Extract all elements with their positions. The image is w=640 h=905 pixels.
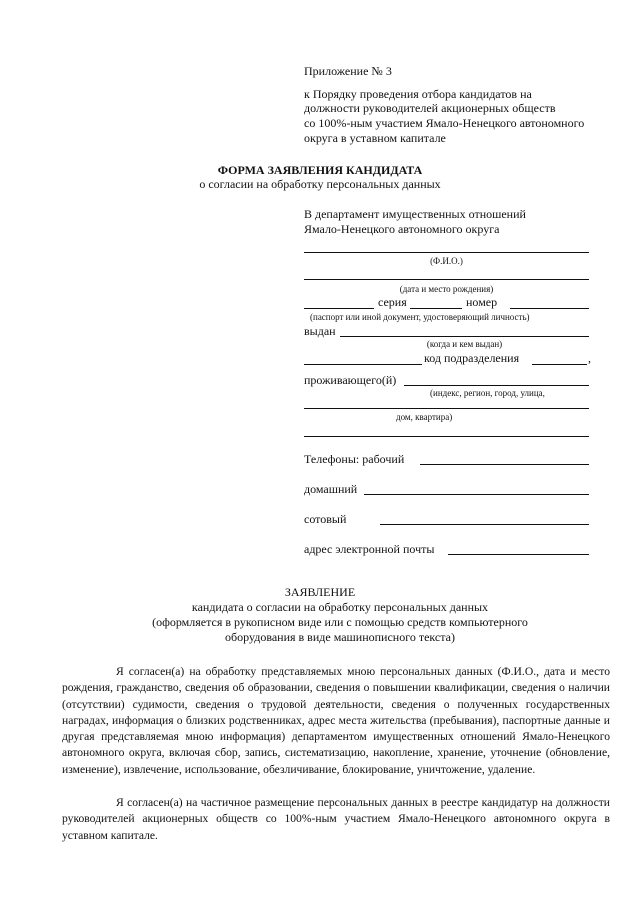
phone-mobile-line[interactable] xyxy=(380,524,589,525)
phone-mobile-label: сотовый xyxy=(304,512,347,526)
statement-line: (оформляется в рукописном виде или с помощью средств компьютерного xyxy=(152,615,528,629)
number-label: номер xyxy=(466,295,498,309)
addressee-line: Ямало-Ненецкого автономного округа xyxy=(304,222,500,236)
appendix-ref-line: округа в уставном капитале xyxy=(304,131,446,145)
passport-doc-line[interactable] xyxy=(304,308,374,309)
statement-paragraph-text: Я согласен(а) на частичное размещение персональных данных в реестре кандидатур на должности руководителей акционерных обществ со 100%-ным участием Ямало-Ненецкого автономного округа в уставном капитале. xyxy=(62,796,610,842)
birth-line[interactable] xyxy=(304,279,589,280)
issued-line[interactable] xyxy=(340,336,589,337)
appendix-number: Приложение № 3 xyxy=(304,64,392,78)
address-caption: (индекс, регион, город, улица, xyxy=(430,388,545,398)
appendix-ref-line: должности руководителей акционерных обществ xyxy=(304,101,556,115)
addressee-line: В департамент имущественных отношений xyxy=(304,207,526,221)
series-label: серия xyxy=(378,295,407,309)
fio-line[interactable] xyxy=(304,252,589,253)
issuer-line[interactable] xyxy=(304,364,422,365)
number-line[interactable] xyxy=(510,308,589,309)
email-label: адрес электронной почты xyxy=(304,542,435,556)
passport-caption: (паспорт или иной документ, удостоверяющий личность) xyxy=(310,312,530,322)
phone-home-line[interactable] xyxy=(364,494,589,495)
statement-line: оборудования в виде машинописного текста) xyxy=(225,630,455,644)
fio-caption: (Ф.И.О.) xyxy=(430,256,463,266)
house-caption: дом, квартира) xyxy=(396,412,453,422)
division-comma: , xyxy=(588,351,591,365)
form-title: ФОРМА ЗАЯВЛЕНИЯ КАНДИДАТА xyxy=(217,163,423,177)
statement-title: ЗАЯВЛЕНИЕ xyxy=(284,585,356,599)
division-label: код подразделения xyxy=(424,351,520,365)
residing-line[interactable] xyxy=(404,385,589,386)
phone-work-line[interactable] xyxy=(420,464,589,465)
statement-paragraph xyxy=(62,795,610,844)
issued-caption: (когда и кем выдан) xyxy=(426,339,503,349)
phone-work-label: Телефоны: рабочий xyxy=(304,452,405,466)
series-line[interactable] xyxy=(410,308,462,309)
division-code-line[interactable] xyxy=(532,364,587,365)
email-line[interactable] xyxy=(448,554,589,555)
statement-paragraph xyxy=(62,664,610,778)
appendix-ref-line: к Порядку проведения отбора кандидатов на xyxy=(304,87,532,101)
appendix-ref-line: со 100%-ным участием Ямало-Ненецкого автономного xyxy=(304,116,585,130)
phone-home-label: домашний xyxy=(304,482,358,496)
address-line[interactable] xyxy=(304,408,589,409)
birth-caption: (дата и место рождения) xyxy=(399,284,494,294)
form-subtitle: о согласии на обработку персональных данных xyxy=(199,177,441,191)
address-line-2[interactable] xyxy=(304,436,589,437)
statement-paragraph-text: Я согласен(а) на обработку представляемых мною персональных данных (Ф.И.О., дата и место рождения, гражданство, сведения об образовании, сведения о повышении квалификации, сведения о наличии (отсутствии) судимости, сведения о трудовой деятельности, сведения о полученных государственных наградах, информация о близких родственниках, адрес места жительства (пребывания), паспортные данные и другая представляемая мною информация) департаментом имущественных отношений Ямало-Ненецкого автономного округа, включая сбор, запись, систематизацию, накопление, хранение, уточнение (обновление, изменение), извлечение, использование, обезличивание, блокирование, уничтожение, удаление. xyxy=(62,665,610,776)
residing-label: проживающего(й) xyxy=(304,373,397,387)
statement-line: кандидата о согласии на обработку персональных данных xyxy=(191,600,489,614)
issued-label: выдан xyxy=(304,324,336,338)
